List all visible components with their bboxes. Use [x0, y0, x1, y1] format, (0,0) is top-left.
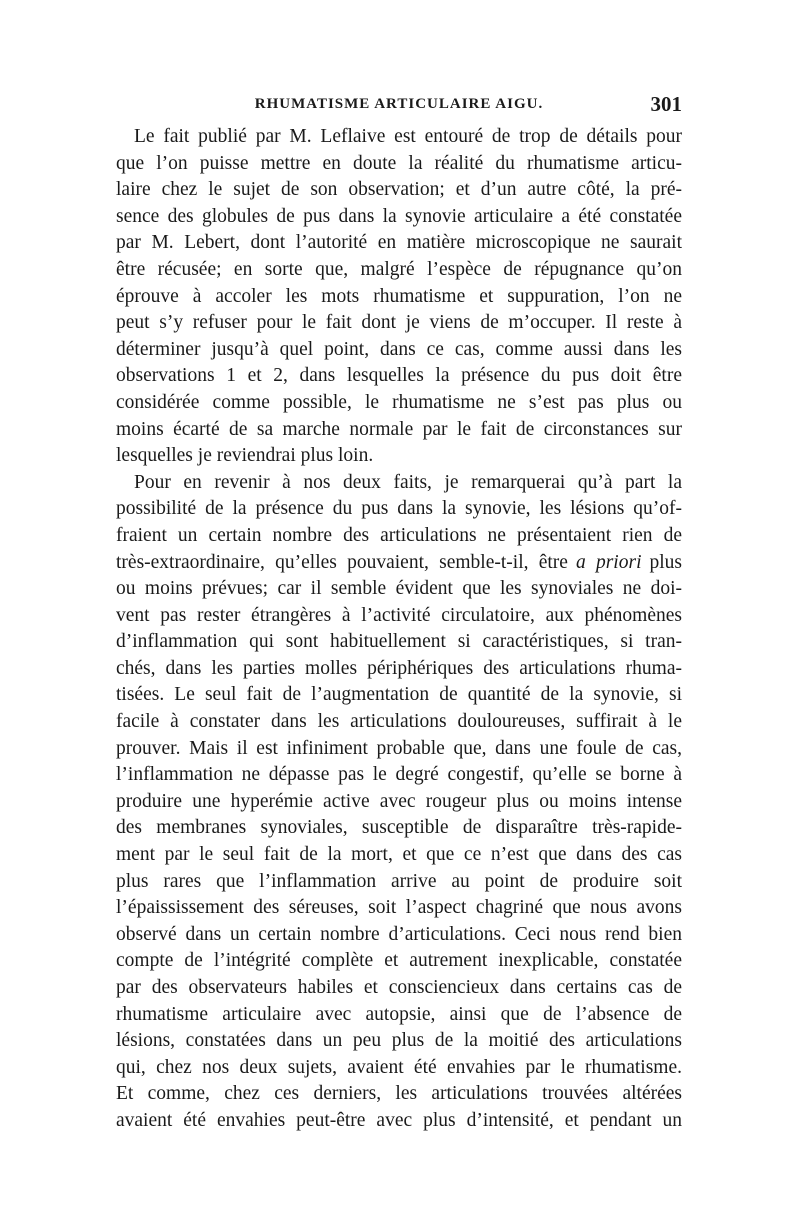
- text-line: déterminer jusqu’à quel point, dans ce cas, comme aussi dans les: [116, 338, 682, 360]
- text-line: tisées. Le seul fait de l’augmentation de quantité de la synovie, si: [116, 684, 682, 706]
- text-line: avaient été envahies peut-être avec plus d’intensité, et pendant un: [116, 1109, 682, 1131]
- text-line: possibilité de la présence du pus dans la synovie, les lésions qu’of-: [116, 498, 682, 520]
- text-line: d’inflammation qui sont habituellement si caractéristiques, si tran-: [116, 631, 682, 653]
- text-line: éprouve à accoler les mots rhumatisme et suppuration, l’on ne: [116, 285, 682, 307]
- text-segment: très-extraordinaire, qu’elles pouvaient, semble-t-il, être: [116, 551, 568, 573]
- text-line-with-italic: [116, 550, 682, 577]
- text-line: l’inflammation ne dépasse pas le degré congestif, qu’elle se borne à: [116, 764, 682, 786]
- text-line: laire chez le sujet de son observation; et d’un autre côté, la pré-: [116, 179, 682, 201]
- text-line: sence des globules de pus dans la synovie articulaire a été constatée: [116, 205, 682, 227]
- text-line: observations 1 et 2, dans lesquelles la présence du pus doit être: [116, 365, 682, 387]
- text-line: par M. Lebert, dont l’autorité en matière microscopique ne saurait: [116, 232, 682, 254]
- text-line: produire une hyperémie active avec rougeur plus ou moins intense: [116, 790, 682, 812]
- page-number: 301: [650, 92, 682, 116]
- text-line: ment par le seul fait de la mort, et que ce n’est que dans des cas: [116, 844, 682, 866]
- running-head: [116, 92, 682, 124]
- italic-phrase: a priori: [575, 551, 642, 573]
- text-line: Le fait publié par M. Leflaive est entouré de trop de détails pour: [134, 126, 682, 147]
- text-segment: plus: [649, 551, 683, 573]
- text-line: chés, dans les parties molles périphériques des articulations rhuma-: [116, 657, 682, 679]
- text-line: considérée comme possible, le rhumatisme ne s’est pas plus ou: [116, 391, 682, 413]
- text-line: être récusée; en sorte que, malgré l’espèce de répugnance qu’on: [116, 258, 682, 280]
- running-title: RHUMATISME ARTICULAIRE AIGU.: [254, 96, 544, 112]
- text-line: l’épaississement des séreuses, soit l’aspect chagriné que nous avons: [116, 897, 682, 919]
- text-line: vent pas rester étrangères à l’activité circulatoire, aux phénomènes: [116, 604, 682, 626]
- text-line: par des observateurs habiles et consciencieux dans certains cas de: [116, 977, 682, 998]
- body-text: [116, 124, 682, 1135]
- text-line: moins écarté de sa marche normale par le fait de circonstances sur: [116, 418, 682, 440]
- text-line: Et comme, chez ces derniers, les articulations trouvées altérées: [116, 1083, 682, 1105]
- text-line: que l’on puisse mettre en doute la réalité du rhumatisme articu-: [116, 152, 682, 174]
- text-line: qui, chez nos deux sujets, avaient été envahies par le rhumatisme.: [116, 1056, 682, 1078]
- text-line: prouver. Mais il est infiniment probable que, dans une foule de cas,: [116, 737, 682, 759]
- text-line: lésions, constatées dans un peu plus de la moitié des articulations: [116, 1030, 682, 1052]
- text-line: peut s’y refuser pour le fait dont je viens de m’occuper. Il reste à: [116, 312, 682, 334]
- text-line: fraient un certain nombre des articulations ne présentaient rien de: [116, 524, 682, 546]
- text-line: des membranes synoviales, susceptible de disparaître très-rapide-: [116, 817, 682, 839]
- text-line: lesquelles je reviendrai plus loin.: [116, 445, 374, 467]
- text-line: compte de l’intégrité complète et autrement inexplicable, constatée: [116, 950, 682, 972]
- text-line: Pour en revenir à nos deux faits, je remarquerai qu’à part la: [134, 471, 682, 493]
- text-line: rhumatisme articulaire avec autopsie, ainsi que de l’absence de: [116, 1003, 682, 1025]
- text-line: facile à constater dans les articulations douloureuses, suffirait à le: [116, 711, 682, 733]
- text-line: ou moins prévues; car il semble évident que les synoviales ne doi-: [116, 578, 682, 600]
- text-line: observé dans un certain nombre d’articulations. Ceci nous rend bien: [116, 923, 682, 945]
- text-line: plus rares que l’inflammation arrive au point de produire soit: [116, 870, 682, 892]
